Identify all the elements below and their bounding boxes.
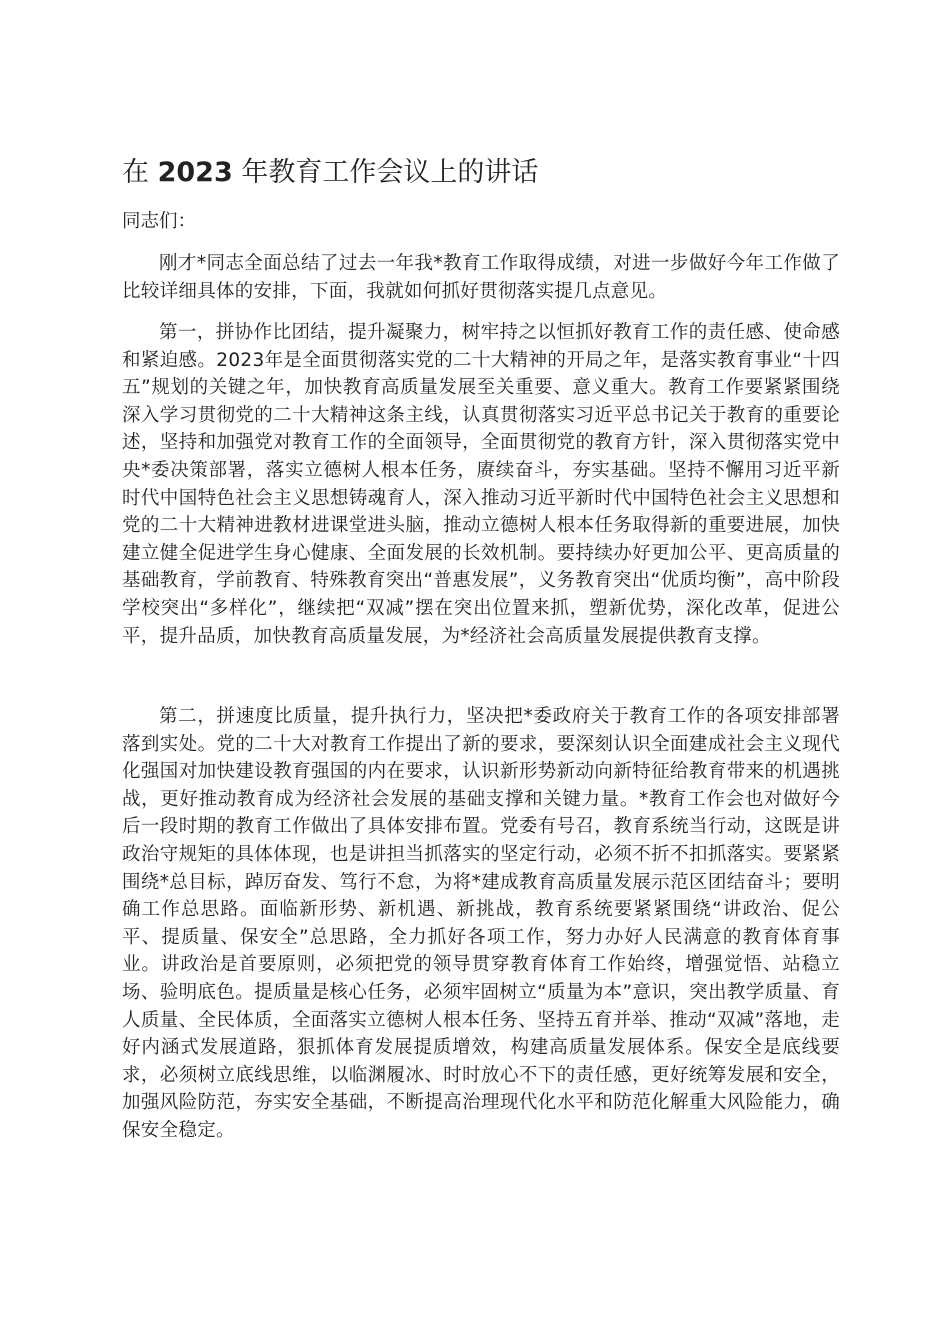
paragraph-intro: 刚才*同志全面总结了过去一年我*教育工作取得成绩，对进一步做好今年工作做了比较详细具体的安排，下面，我就如何抓好贯彻落实提几点意见。: [122, 253, 840, 302]
title-prefix: 在: [122, 157, 149, 188]
title-year: 2023: [157, 157, 233, 188]
paragraph-second-point: 第二，拼速度比质量，提升执行力，坚决把*委政府关于教育工作的各项安排部署落到实处。党的二十大对教育工作提出了新的要求，要深刻认识全面建成社会主义现代化强国对加快建设教育强国的内在要求，认识新形势新动向新特征给教育带来的机遇挑战，更好推动教育成为经济社会发展的基础支撑和关键力量。*教育工作会也对做好今后一段时期的教育工作做出了具体安排布置。党委有号召，教育系统当行动，这既是讲政治守规矩的具体体现，也是讲担当抓落实的坚定行动，必须不折不扣抓落实。要紧紧围绕*总目标，踔厉奋发、笃行不怠，为将*建成教育高质量发展示范区团结奋斗；要明确工作总思路。面临新形势、新机遇、新挑战，教育系统要紧紧围绕“讲政治、促公平、提质量、保安全”总思路，全力抓好各项工作，努力办好人民满意的教育体育事业。讲政治是首要原则，必须把党的领导贯穿教育体育工作始终，增强觉悟、站稳立场、验明底色。提质量是核心任务，必须牢固树立“质量为本”意识，突出教学质量、育人质量、全民体质，全面落实立德树人根本任务、坚持五育并举、推动“双减”落地，走好内涵式发展道路，狠抓体育发展提质增效，构建高质量发展体系。保安全是底线要求，必须树立底线思维，以临渊履冰、时时放心不下的责任感，更好统筹发展和安全，加强风险防范，夯实安全基础，不断提高治理现代化水平和防范化解重大风险能力，确保安全稳定。: [122, 706, 840, 1141]
paragraph-first-point: 第一，拼协作比团结，提升凝聚力，树牢持之以恒抓好教育工作的责任感、使命感和紧迫感。2023年是全面贯彻落实党的二十大精神的开局之年，是落实教育事业“十四五”规划的关键之年，加快教育高质量发展至关重要、意义重大。教育工作要紧紧围绕深入学习贯彻党的二十大精神这条主线，认真贯彻落实习近平总书记关于教育的重要论述，坚持和加强党对教育工作的全面领导，全面贯彻党的教育方针，深入贯彻落实党中央*委决策部署，落实立德树人根本任务，赓续奋斗，夯实基础。坚持不懈用习近平新时代中国特色社会主义思想铸魂育人，深入推动习近平新时代中国特色社会主义思想和党的二十大精神进教材进课堂进头脑，推动立德树人根本任务取得新的重要进展，加快建立健全促进学生身心健康、全面发展的长效机制。要持续办好更加公平、更高质量的基础教育，学前教育、特殊教育突出“普惠发展”，义务教育突出“优质均衡”，高中阶段学校突出“多样化”，继续把“双减”摆在突出位置来抓，塑新优势，深化改革，促进公平，提升品质，加快教育高质量发展，为*经济社会高质量发展提供教育支撑。: [122, 322, 840, 647]
document-title: [122, 153, 842, 193]
title-suffix: 年教育工作会议上的讲话: [241, 157, 539, 188]
salutation: 同志们：: [122, 211, 197, 232]
